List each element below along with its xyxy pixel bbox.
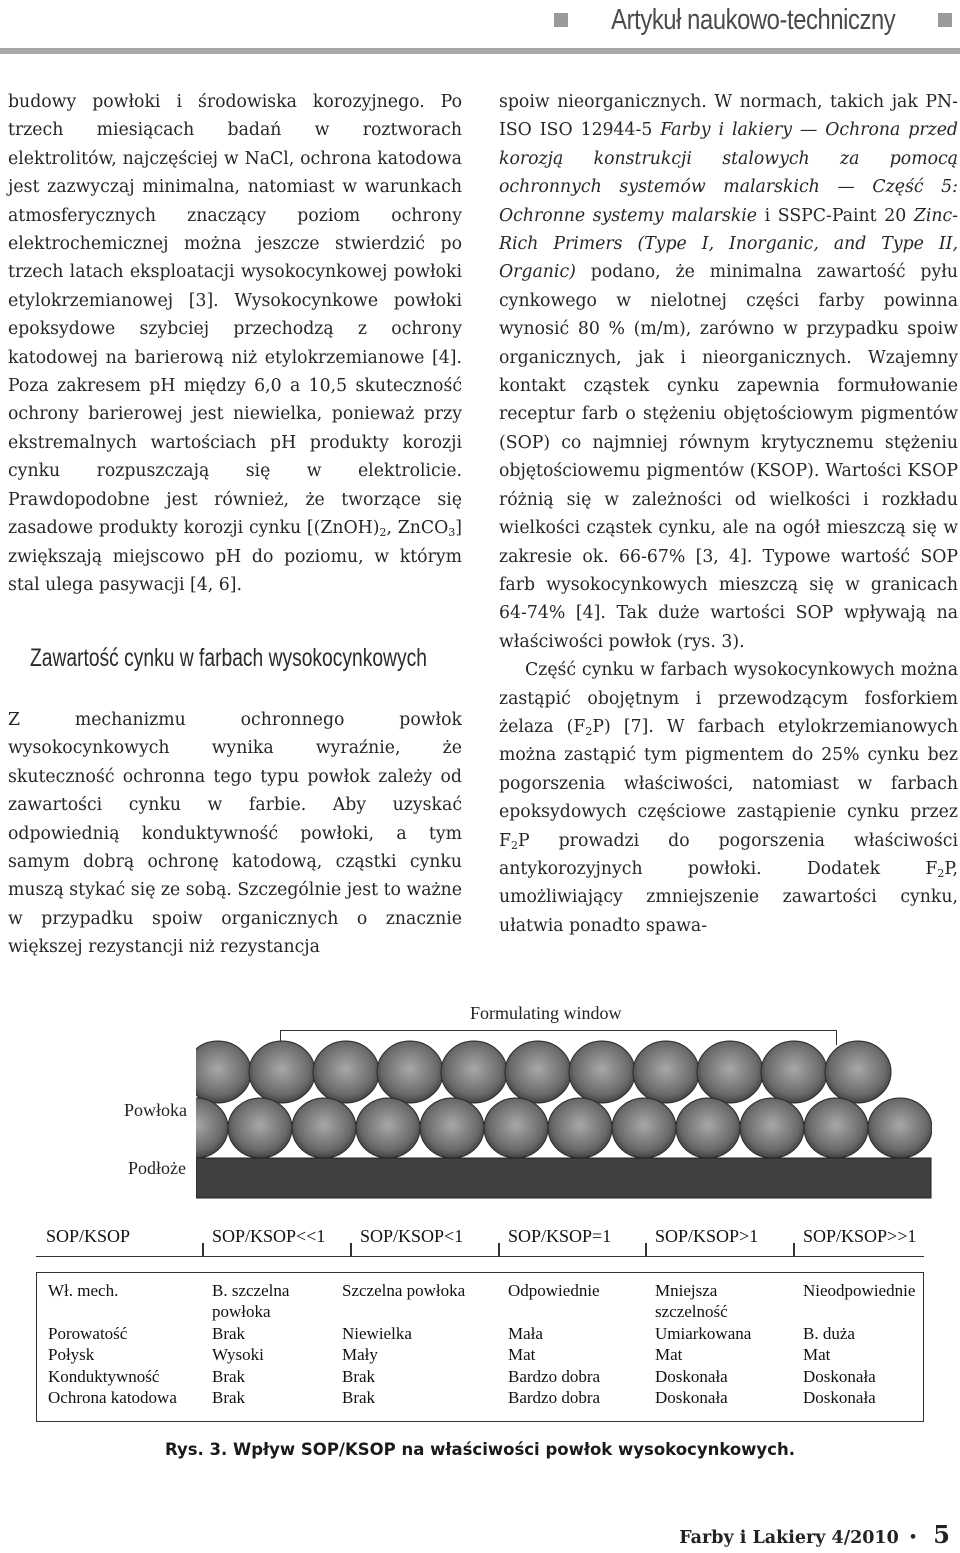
zinc-particle	[377, 1041, 443, 1103]
property-cell: Wysoki	[212, 1345, 264, 1365]
formulating-window-label: Formulating window	[470, 1003, 622, 1023]
zinc-particle	[612, 1098, 676, 1158]
property-cell: Doskonała	[655, 1388, 728, 1408]
page-header	[554, 0, 952, 40]
zinc-particle	[196, 1098, 228, 1158]
property-cell: Brak	[212, 1388, 246, 1408]
property-cell: Wł. mech.	[48, 1281, 119, 1300]
property-cell: Brak	[212, 1366, 246, 1386]
header-rule	[0, 48, 960, 54]
sop-label: SOP/KSOP>1	[655, 1226, 759, 1246]
property-cell: Doskonała	[803, 1366, 876, 1386]
zinc-particle	[548, 1098, 612, 1158]
column-left-bottom	[8, 706, 462, 962]
zinc-particle	[196, 1041, 251, 1103]
property-cell	[342, 1301, 465, 1322]
property-cell: Doskonała	[655, 1366, 728, 1386]
zinc-particle	[420, 1098, 484, 1158]
property-cell: Brak	[342, 1388, 376, 1408]
property-column	[803, 1280, 915, 1408]
property-cell: Porowatość	[48, 1323, 128, 1343]
sop-label: SOP/KSOP<1	[360, 1226, 464, 1246]
property-cell: powłoka	[212, 1302, 271, 1322]
zinc-particles	[196, 1041, 932, 1158]
sop-label: SOP/KSOP<<1	[212, 1226, 326, 1246]
zinc-particle	[740, 1098, 804, 1158]
zinc-particle	[676, 1098, 740, 1158]
property-column	[212, 1280, 289, 1408]
property-cell: Ochrona katodowa	[48, 1388, 177, 1408]
substrate-bar	[196, 1158, 931, 1198]
property-cell	[803, 1301, 915, 1322]
page-footer	[679, 1520, 950, 1549]
property-cell: Mat	[655, 1345, 683, 1365]
axis-tick	[202, 1243, 204, 1257]
property-cell: Mat	[803, 1345, 831, 1365]
sop-label: SOP/KSOP=1	[508, 1226, 612, 1246]
property-cell: Szczelna powłoka	[342, 1281, 466, 1300]
zinc-particle	[804, 1098, 868, 1158]
figure-caption: Rys. 3. Wpływ SOP/KSOP na właściwości powłok wysokocynkowych.	[165, 1440, 795, 1459]
axis-tick	[498, 1243, 500, 1257]
paragraph: spoiw nieorganicznych. W normach, takich jak PN-ISO ISO 12944-5 Farby i lakiery — Ochrona przed korozją konstrukcji stalowych za pomocą ochronnych systemów malarskich — Część 5: Ochronne systemy malarskie i SSPC-Paint 20 Zinc-Rich Primers (Type I, Inorganic, and Type II, Organic) podano, że minimalna zawartość pyłu cynkowego w nielotnej części farby powinna wynosić 80 % (m/m), zarówno w przypadku spoiw organicznych, jak i nieorganicznych. Wzajemny kontakt cząstek cynku zapewnia formułowanie receptur farb o stężeniu objętościowym pigmentów (SOP) co najmniej równym krytycznemu stężeniu objętościowemu pigmentów (KSOP). Wartości KSOP różnią się w zależności od wielkości i rozkładu wielkości cząstek cynku, ale na ogół mieszczą się w zakresie ok. 66-67% [3, 4]. Typowe wartość SOP farb wysokocynkowych mieszczą się w granicach 64-74% [4]. Tak duże wartości SOP wpływają na właściwości powłok (rys. 3).	[499, 92, 959, 652]
zinc-particle	[868, 1098, 932, 1158]
property-cell: Mniejsza	[655, 1281, 718, 1300]
zinc-particle	[505, 1041, 571, 1103]
zinc-particle	[633, 1041, 699, 1103]
section-title: Artykuł naukowo-techniczny	[610, 3, 895, 36]
axis-tick	[793, 1243, 795, 1257]
property-cell: Brak	[212, 1323, 246, 1343]
zinc-particle	[292, 1098, 356, 1158]
page-number: 5	[933, 1520, 950, 1549]
property-cell: Niewielka	[342, 1323, 412, 1343]
zinc-particle	[441, 1041, 507, 1103]
column-left-top	[8, 88, 462, 599]
property-column	[48, 1280, 177, 1408]
zinc-particle	[356, 1098, 420, 1158]
zinc-particle	[484, 1098, 548, 1158]
journal-name: Farby i Lakiery 4/2010	[679, 1528, 899, 1548]
substrate-label: Podłoże	[128, 1158, 186, 1178]
coating-label: Powłoka	[124, 1100, 187, 1120]
property-cell: Połysk	[48, 1345, 95, 1365]
property-column	[342, 1280, 465, 1408]
property-cell: B. duża	[803, 1323, 855, 1343]
zinc-particle	[228, 1098, 292, 1158]
property-cell: Bardzo dobra	[508, 1366, 601, 1386]
sop-ratio-axis	[36, 1222, 924, 1257]
zinc-particle	[313, 1041, 379, 1103]
paragraph: Część cynku w farbach wysokocynkowych można zastąpić obojętnym i przewodzącym fosforkiem żelaza $(F_2P)$ [7]. W farbach etylokrzemianowych można zastąpić tym pigmentem do 25% cynku bez pogorszenia właściwości, natomiast w farbach epoksydowych częściowe zastąpienie cynku przez $F_2P$ prowadzi do pogorszenia właściwości antykorozyjnych powłoki. Dodatek $F_2P$, umożliwiający zmniejszenie zawartości cynku, ułatwia ponadto spawa-	[499, 660, 958, 936]
zinc-particle	[761, 1041, 827, 1103]
property-cell: Konduktywność	[48, 1366, 160, 1386]
square-bullet-icon	[554, 13, 568, 27]
section-heading: Zawartość cynku w farbach wysokocynkowych	[30, 644, 427, 672]
property-cell: Nieodpowiednie	[803, 1281, 916, 1300]
property-cell: Bardzo dobra	[508, 1388, 601, 1408]
zinc-particle	[825, 1041, 891, 1103]
sop-label: SOP/KSOP	[46, 1226, 131, 1246]
zinc-particle	[569, 1041, 635, 1103]
zinc-particle	[249, 1041, 315, 1103]
square-bullet-icon	[938, 13, 952, 27]
property-cell: Doskonała	[803, 1388, 876, 1408]
property-cell: Mały	[342, 1345, 378, 1365]
axis-tick	[350, 1243, 352, 1257]
property-column	[508, 1280, 600, 1408]
sop-label: SOP/KSOP>>1	[803, 1226, 917, 1246]
paragraph: Z mechanizmu ochronnego powłok wysokocynkowych wynika wyraźnie, że skuteczność ochronna tego typu powłok zależy od zawartości cynku w farbie. Aby uzyskać odpowiednią konduktywność powłoki, a tym samym dobrą ochronę katodową, cząstki cynku muszą stykać się ze sobą. Szczególnie jest to ważne w przypadku spoiw organicznych o znacznie większej rezystancji niż rezystancja	[8, 710, 462, 958]
property-cell: B. szczelna	[212, 1281, 290, 1300]
property-cell	[508, 1301, 600, 1322]
property-column	[655, 1280, 751, 1408]
property-cell: Mała	[508, 1323, 543, 1343]
property-cell: Brak	[342, 1366, 376, 1386]
property-cell: Odpowiednie	[508, 1281, 600, 1300]
coating-diagram	[196, 1036, 932, 1206]
zinc-particle	[697, 1041, 763, 1103]
property-cell	[48, 1301, 177, 1322]
axis-tick	[645, 1243, 647, 1257]
property-cell: Mat	[508, 1345, 536, 1365]
footer-separator: •	[908, 1530, 918, 1545]
property-cell: Umiarkowana	[655, 1323, 752, 1343]
property-cell: szczelność	[655, 1302, 728, 1322]
paragraph: budowy powłoki i środowiska korozyjnego. Po trzech miesiącach badań w roztworach elektrolitów, najczęściej w NaCl, ochrona katodowa jest zazwyczaj minimalna, natomiast w warunkach atmosferycznych znaczący poziom ochrony elektrochemicznej można jeszcze stwierdzić po trzech latach eksploatacji wysokocynkowej powłoki etylokrzemianowej [3]. Wysokocynkowe powłoki epoksydowe szybciej przechodzą z ochrony katodowej na barierową niż etylokrzemianowe [4]. Poza zakresem pH między 6,0 a 10,5 skuteczność ochrony barierowej jest niewielka, ponieważ przy ekstremalnych wartościach pH produkty korozji cynku rozpuszczają się w elektrolicie. Prawdopodobne jest również, że tworzące się zasadowe produkty korozji cynku [$(ZnOH)_2$, ZnCO$_3$] zwiększają miejscowo pH do poziomu, w którym stal ulega pasywacji [4, 6].	[8, 92, 462, 595]
column-right	[499, 88, 958, 940]
